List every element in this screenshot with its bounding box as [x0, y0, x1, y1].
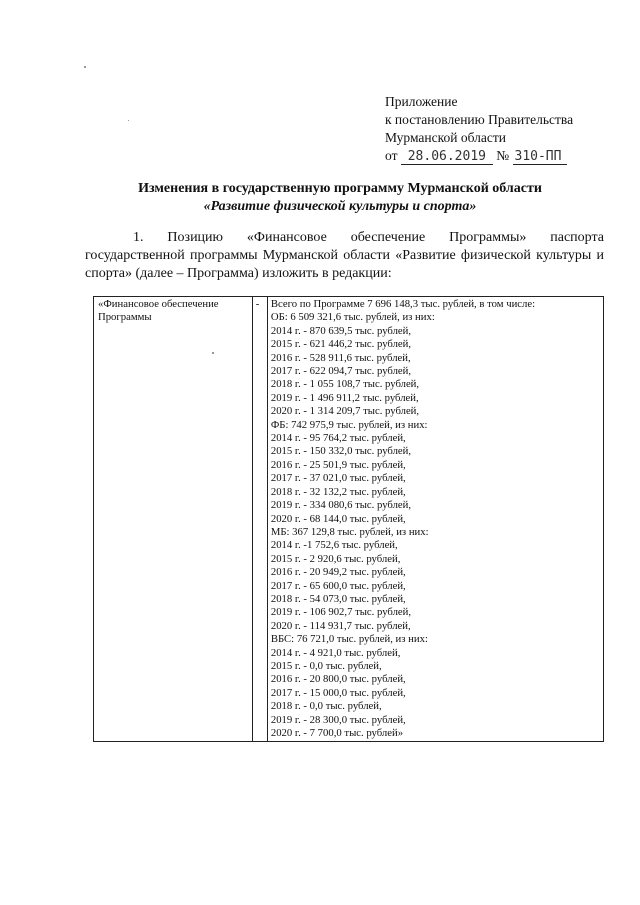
financing-line: 2019 г. - 1 496 911,2 тыс. рублей,	[270, 391, 419, 404]
number-label: №	[496, 148, 510, 163]
financing-line: 2015 г. - 2 920,6 тыс. рублей,	[270, 552, 401, 565]
intro-paragraph: 1. Позицию «Финансовое обеспечение Программы» паспорта государственной программы Мурманской области «Развитие физической культуры и спорта» (далее – Программа) изложить в редакции:	[85, 230, 604, 281]
appendix-header	[385, 93, 630, 165]
financing-line: 2016 г. - 20 949,2 тыс. рублей,	[270, 566, 406, 579]
title-line-2: «Развитие физической культуры и спорта»	[203, 199, 477, 214]
financing-line: 2017 г. - 15 000,0 тыс. рублей,	[270, 686, 406, 699]
financing-line: 2018 г. - 1 055 108,7 тыс. рублей,	[270, 378, 420, 391]
financing-line: Всего по Программе 7 696 148,3 тыс. рублей, в том числе:	[270, 298, 536, 310]
appendix-line-3: Мурманской области	[385, 130, 506, 145]
financing-table	[93, 296, 604, 742]
financing-line: 2020 г. - 68 144,0 тыс. рублей,	[270, 512, 406, 525]
financing-line: 2017 г. - 37 021,0 тыс. рублей,	[270, 472, 406, 485]
from-label: от	[385, 148, 398, 163]
financing-line: 2020 г. - 114 931,7 тыс. рублей,	[270, 619, 411, 632]
financing-line: 2019 г. - 334 080,6 тыс. рублей,	[270, 499, 412, 512]
financing-line: 2014 г. - 4 921,0 тыс. рублей,	[270, 646, 401, 659]
financing-line: 2014 г. - 95 764,2 тыс. рублей,	[270, 432, 406, 445]
financing-line: 2016 г. - 20 800,0 тыс. рублей,	[270, 673, 406, 686]
financing-line: 2016 г. - 528 911,6 тыс. рублей,	[270, 351, 411, 364]
financing-line: 2017 г. - 622 094,7 тыс. рублей,	[270, 365, 412, 378]
resolution-number: 310-ПП	[513, 149, 567, 165]
scan-speck	[212, 352, 214, 354]
financing-line: 2015 г. - 0,0 тыс. рублей,	[270, 659, 382, 672]
financing-line: ОБ: 6 509 321,6 тыс. рублей, из них:	[270, 311, 435, 324]
resolution-reference	[385, 147, 630, 165]
financing-line: 2017 г. - 65 600,0 тыс. рублей,	[270, 579, 406, 592]
financing-line: 2018 г. - 32 132,2 тыс. рублей,	[270, 485, 406, 498]
financing-line: 2018 г. - 54 073,0 тыс. рублей,	[270, 592, 406, 605]
position-name-cell: «Финансовое обеспечение Программы	[94, 297, 253, 742]
appendix-line-1: Приложение	[385, 94, 458, 109]
title-line-1: Изменения в государственную программу Мурманской области	[138, 181, 542, 196]
financing-line: МБ: 367 129,8 тыс. рублей, из них:	[270, 525, 429, 538]
financing-line: 2019 г. - 28 300,0 тыс. рублей,	[270, 713, 406, 726]
financing-line: 2014 г. -1 752,6 тыс. рублей,	[270, 539, 398, 552]
financing-line: 2020 г. - 1 314 209,7 тыс. рублей,	[270, 405, 420, 418]
financing-line: 2020 г. - 7 700,0 тыс. рублей»	[270, 727, 404, 739]
financing-line: 2018 г. - 0,0 тыс. рублей,	[270, 700, 382, 713]
financing-line: 2015 г. - 150 332,0 тыс. рублей,	[270, 445, 412, 458]
financing-line: ФБ: 742 975,9 тыс. рублей, из них:	[270, 418, 428, 431]
financing-line: ВБС: 76 721,0 тыс. рублей, из них:	[270, 633, 428, 646]
financing-line: 2015 г. - 621 446,2 тыс. рублей,	[270, 338, 412, 351]
scan-speck	[128, 120, 129, 121]
scan-speck	[84, 66, 86, 68]
document-title	[60, 180, 620, 216]
table-row	[94, 297, 604, 742]
resolution-date: 28.06.2019	[401, 149, 493, 165]
financing-line: 2019 г. - 106 902,7 тыс. рублей,	[270, 606, 412, 619]
appendix-line-2: к постановлению Правительства	[385, 112, 574, 127]
dash-cell: -	[252, 297, 267, 742]
financing-line: 2014 г. - 870 639,5 тыс. рублей,	[270, 324, 412, 337]
financing-details-cell	[267, 297, 603, 742]
financing-line: 2016 г. - 25 501,9 тыс. рублей,	[270, 458, 406, 471]
